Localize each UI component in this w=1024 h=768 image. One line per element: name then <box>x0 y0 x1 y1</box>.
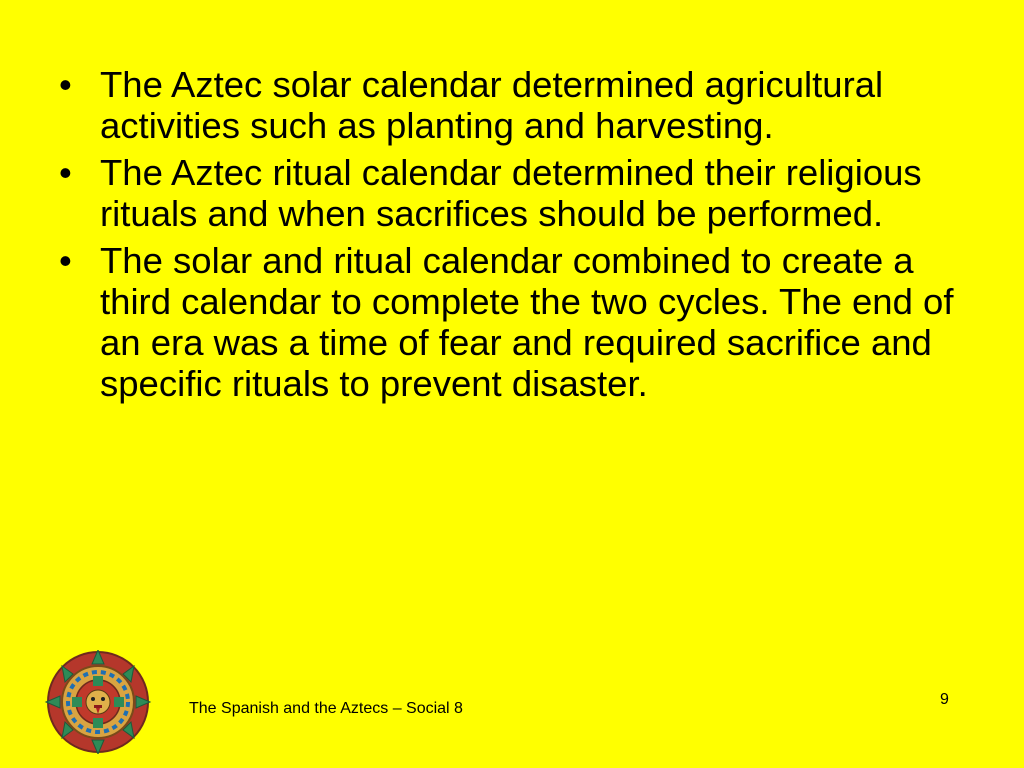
page-number: 9 <box>940 691 949 708</box>
bullet-item <box>55 152 975 234</box>
footer-text: The Spanish and the Aztecs – Social 8 <box>189 700 463 717</box>
bullet-text: The Aztec ritual calendar determined their religious rituals and when sacrifices should be performed. <box>100 152 922 234</box>
bullet-marker: • <box>59 64 72 105</box>
bullet-text: The solar and ritual calendar combined to create a third calendar to complete the two cycles. The end of an era was a time of fear and required sacrifice and specific rituals to prevent disaster. <box>100 240 954 404</box>
bullet-item <box>55 240 975 404</box>
bullet-marker: • <box>59 240 72 281</box>
bullet-text: The Aztec solar calendar determined agricultural activities such as planting and harvesting. <box>100 64 884 146</box>
aztec-sun-stone-icon <box>40 650 156 754</box>
bullet-item <box>55 64 975 146</box>
bullet-marker: • <box>59 152 72 193</box>
bullet-list <box>55 64 975 410</box>
